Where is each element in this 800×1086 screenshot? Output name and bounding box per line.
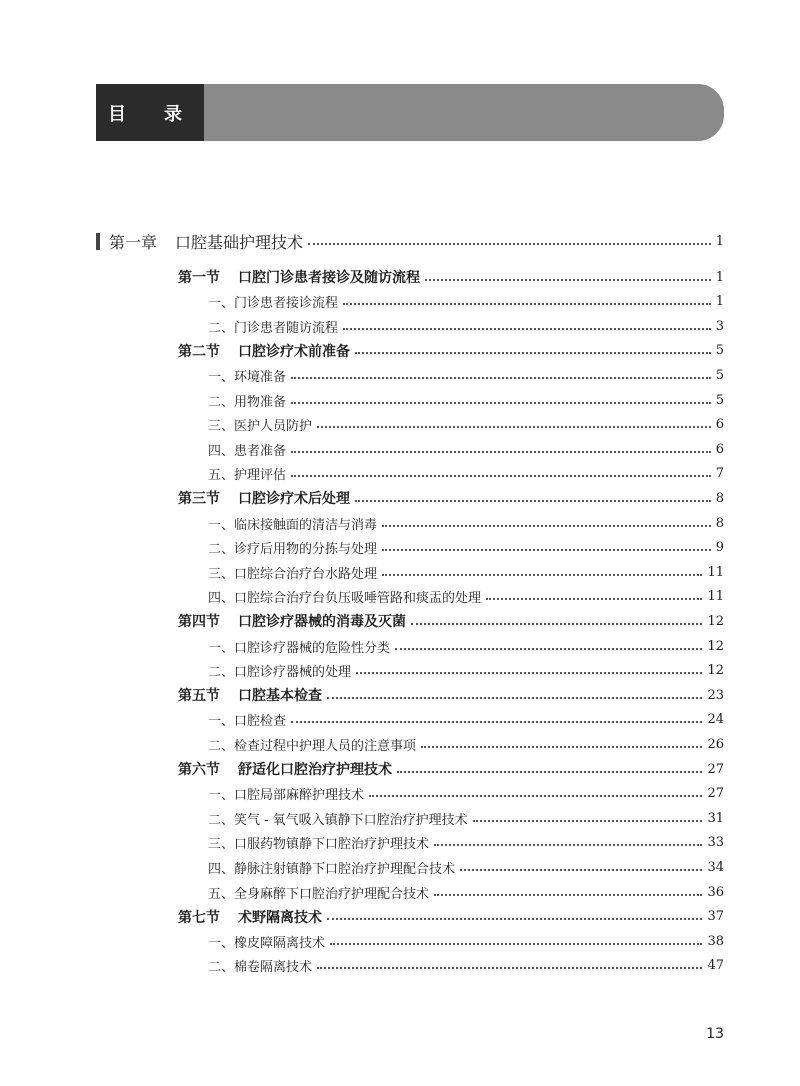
dot-leader [411, 622, 702, 625]
toc-item-label [208, 563, 377, 582]
toc-item-label [208, 292, 338, 311]
toc-page-number: 26 [707, 736, 724, 752]
toc-item-label [208, 637, 390, 656]
toc-item[interactable] [208, 881, 724, 903]
toc-item-label [208, 587, 481, 606]
toc-item-title: 五、护理评估 [208, 468, 287, 484]
toc-section-title: 舒适化口腔治疗护理技术 [238, 762, 392, 778]
toc-item-title: 五、全身麻醉下口腔治疗护理配合技术 [208, 886, 430, 902]
toc-section-number: 第三节 [178, 491, 220, 508]
toc-item-title: 一、环境准备 [208, 369, 287, 385]
toc-item-title: 二、棉卷隔离技术 [208, 960, 313, 976]
toc-page-number: 6 [715, 441, 724, 457]
dot-leader [343, 302, 711, 305]
toc-item-title: 四、静脉注射镇静下口腔治疗护理配合技术 [208, 861, 456, 877]
toc-section-number: 第五节 [178, 688, 220, 705]
toc-item[interactable] [208, 463, 724, 485]
chapter-marker-bar [96, 233, 100, 250]
toc-page-number: 12 [707, 638, 724, 654]
dot-leader [382, 573, 702, 576]
toc-item[interactable] [208, 635, 724, 657]
toc-item-title: 一、门诊患者接诊流程 [208, 296, 339, 312]
dot-leader [395, 647, 702, 650]
toc-item-title: 二、诊疗后用物的分拣与处理 [208, 542, 378, 558]
toc-page-number: 12 [707, 613, 724, 629]
toc-page-number: 27 [707, 761, 724, 777]
toc-page-number: 1 [715, 269, 724, 285]
toc-item-title: 二、门诊患者随访流程 [208, 320, 339, 336]
toc-item-title: 二、笑气 - 氧气吸入镇静下口腔治疗护理技术 [208, 812, 468, 828]
page-title [96, 84, 204, 141]
toc-section-label [178, 685, 322, 705]
dot-leader [355, 499, 711, 502]
toc-section-number: 第四节 [178, 614, 220, 631]
toc-item[interactable] [208, 930, 724, 952]
toc-item-label [208, 538, 377, 557]
toc-item[interactable] [208, 438, 724, 460]
toc-item-title: 二、口腔诊疗器械的处理 [208, 665, 352, 681]
toc-section-title: 口腔诊疗术前准备 [238, 343, 350, 360]
dot-leader [343, 327, 711, 330]
dot-leader [434, 843, 702, 846]
toc-section[interactable] [178, 906, 724, 928]
toc-page-number: 37 [707, 909, 724, 925]
dot-leader [317, 425, 711, 428]
toc-item-label [208, 858, 455, 877]
dot-leader [356, 671, 702, 674]
toc-item-title: 一、临床接触面的清洁与消毒 [208, 517, 378, 533]
dot-leader [397, 770, 702, 773]
toc-item-label [208, 464, 286, 483]
toc-page-number: 12 [707, 663, 724, 679]
toc-section-label [178, 267, 420, 287]
toc-page-number: 27 [707, 786, 724, 802]
page-title-text: 目 录 [108, 103, 192, 125]
toc-item[interactable] [208, 414, 724, 436]
toc-section-title: 口腔诊疗器械的消毒及灭菌 [238, 614, 406, 631]
toc-page-number: 38 [707, 933, 724, 949]
dot-leader [291, 401, 711, 404]
toc-page-number: 8 [715, 490, 724, 506]
toc-section[interactable] [178, 610, 724, 632]
toc-page-number: 5 [715, 343, 724, 359]
toc-item[interactable] [208, 832, 724, 854]
toc-item-title: 一、口腔局部麻醉护理技术 [208, 788, 365, 804]
dot-leader [291, 450, 711, 453]
toc-section[interactable] [178, 487, 724, 509]
toc-item[interactable] [208, 856, 724, 878]
toc-item-label [208, 735, 416, 754]
toc-item[interactable] [208, 955, 724, 977]
toc-section-number: 第二节 [178, 343, 220, 360]
toc-item-label [208, 391, 286, 410]
toc-item-title: 一、口腔诊疗器械的危险性分类 [208, 640, 391, 656]
toc-item-title: 二、检查过程中护理人员的注意事项 [208, 738, 417, 754]
toc-chapter[interactable] [96, 230, 724, 252]
toc-item[interactable] [208, 586, 724, 608]
toc-section-title: 口腔诊疗术后处理 [238, 491, 350, 508]
toc-page-number: 24 [707, 712, 724, 728]
toc-item[interactable] [208, 389, 724, 411]
toc-section[interactable] [178, 340, 724, 362]
dot-leader [308, 242, 711, 245]
toc-page-number: 1 [715, 233, 724, 249]
dot-leader [355, 351, 711, 354]
dot-leader [369, 794, 702, 797]
toc-section-title: 口腔基本检查 [238, 688, 322, 705]
toc-page-number: 8 [715, 515, 724, 531]
toc-item[interactable] [208, 291, 724, 313]
toc-page-number: 5 [715, 392, 724, 408]
toc-page-number: 36 [707, 884, 724, 900]
toc-item-label [208, 932, 325, 951]
dot-leader [291, 376, 711, 379]
toc-section-label [178, 759, 392, 779]
toc-item[interactable] [208, 512, 724, 534]
toc-page-number: 11 [707, 589, 724, 605]
dot-leader [291, 720, 702, 723]
dot-leader [425, 278, 711, 281]
toc-item-label [208, 661, 351, 680]
toc-page-number: 31 [707, 810, 724, 826]
toc-page-number: 3 [715, 318, 724, 334]
toc-item-title: 四、口腔综合治疗台负压吸唾管路和痰盂的处理 [208, 591, 482, 607]
dot-leader [327, 917, 702, 920]
toc-item-label [208, 809, 468, 828]
dot-leader [291, 474, 711, 477]
toc-section[interactable] [178, 266, 724, 288]
toc-section[interactable] [178, 758, 724, 780]
toc-item-title: 二、用物准备 [208, 394, 287, 410]
toc-section-number: 第一节 [178, 270, 220, 286]
toc-chapter-label [96, 230, 303, 253]
toc-section-label [178, 611, 406, 631]
toc-item-label [208, 366, 286, 385]
toc-section-label [178, 341, 350, 361]
dot-leader [330, 942, 702, 945]
toc-item-label [208, 440, 286, 459]
toc-item[interactable] [208, 709, 724, 731]
toc-page-number: 34 [707, 859, 724, 875]
toc-page-number: 11 [707, 564, 724, 580]
toc-page-number: 6 [715, 417, 724, 433]
toc-section-number: 第六节 [178, 762, 220, 778]
toc-page-number: 33 [707, 835, 724, 851]
dot-leader [473, 819, 703, 822]
toc-page-number: 5 [715, 367, 724, 383]
toc-section-title: 术野隔离技术 [238, 909, 322, 926]
toc-section-label [178, 907, 322, 927]
toc-item-label [208, 317, 338, 336]
toc-chapter-number: 第一章 [109, 232, 158, 252]
dot-leader [434, 893, 702, 896]
toc-item[interactable] [208, 807, 724, 829]
toc-item-title: 一、口腔检查 [208, 714, 287, 730]
toc-chapter-title: 口腔基础护理技术 [175, 232, 304, 252]
dot-leader [317, 966, 702, 969]
toc-item-label [208, 710, 286, 729]
toc-item[interactable] [208, 660, 724, 682]
toc-item[interactable] [208, 733, 724, 755]
toc-section-label [178, 488, 350, 508]
toc-section[interactable] [178, 684, 724, 706]
toc-item-label [208, 514, 377, 533]
toc-item-label [208, 883, 429, 902]
toc-item[interactable] [208, 783, 724, 805]
dot-leader [460, 868, 702, 871]
dot-leader [486, 597, 702, 600]
dot-leader [327, 696, 702, 699]
toc-item-title: 三、医护人员防护 [208, 419, 313, 435]
toc-item-title: 三、口服药物镇静下口腔治疗护理技术 [208, 837, 430, 853]
toc-item[interactable] [208, 315, 724, 337]
dot-leader [382, 548, 711, 551]
toc-section-number: 第七节 [178, 909, 220, 926]
toc-page-number: 1 [715, 294, 724, 310]
dot-leader [382, 524, 711, 527]
toc-item-label [208, 956, 312, 975]
toc-item[interactable] [208, 561, 724, 583]
toc-item-label [208, 784, 364, 803]
dot-leader [421, 745, 702, 748]
toc-item-title: 一、橡皮障隔离技术 [208, 935, 326, 951]
toc-item-label [208, 833, 429, 852]
toc-page-number: 23 [707, 687, 724, 703]
toc-page-number: 47 [707, 958, 724, 974]
toc-page-number: 9 [715, 540, 724, 556]
toc-item-label [208, 415, 312, 434]
page-number: 13 [706, 1026, 724, 1042]
toc-item-title: 三、口腔综合治疗台水路处理 [208, 566, 378, 582]
toc-item[interactable] [208, 537, 724, 559]
toc-section-title: 口腔门诊患者接诊及随访流程 [238, 270, 420, 286]
toc-item[interactable] [208, 364, 724, 386]
toc-item-title: 四、患者准备 [208, 443, 287, 459]
toc-page-number: 7 [715, 466, 724, 482]
